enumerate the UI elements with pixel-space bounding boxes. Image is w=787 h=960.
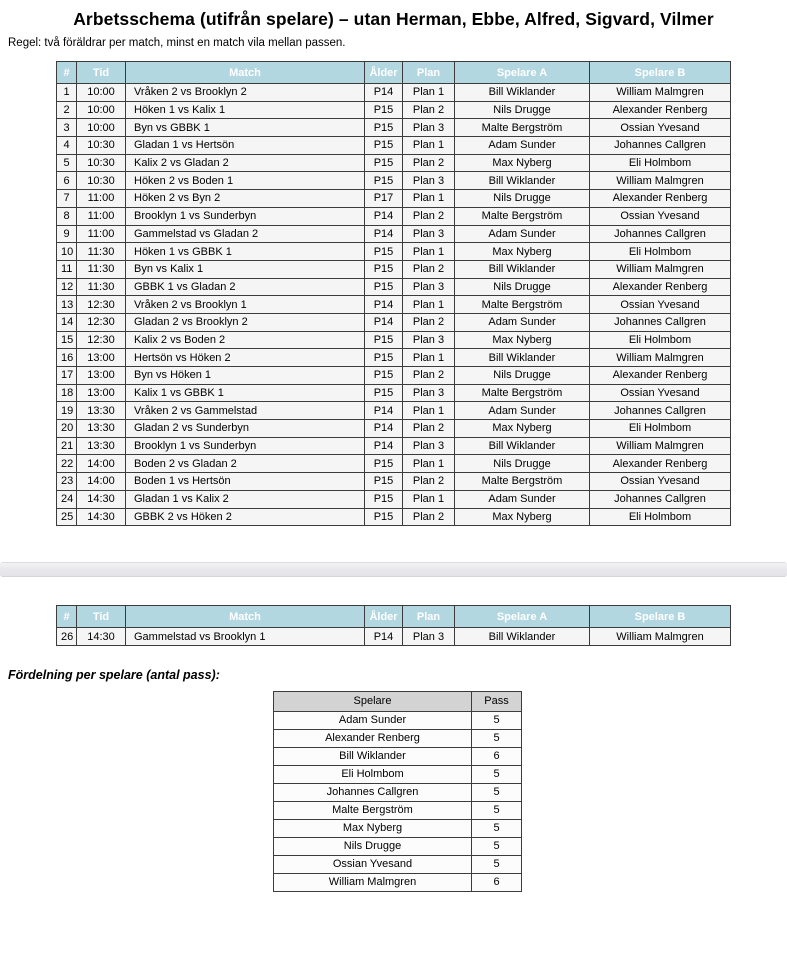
column-header: Match [126,606,365,628]
table-cell: 7 [57,190,77,208]
table-cell: Eli Holmbom [590,243,731,261]
table-cell: Eli Holmbom [590,154,731,172]
table-cell: 14:30 [77,490,126,508]
table-cell: 10 [57,243,77,261]
table-cell: 5 [472,765,522,783]
column-header: Match [126,62,365,84]
table-cell: 1 [57,84,77,102]
table-cell: Plan 2 [403,101,455,119]
table-cell: 10:00 [77,84,126,102]
table-cell: Plan 1 [403,84,455,102]
table-row [57,349,731,367]
table-cell: Plan 2 [403,154,455,172]
table-cell: P15 [365,367,403,385]
table-cell: Kalix 2 vs Boden 2 [126,331,365,349]
table-row [57,508,731,526]
table-row [57,207,731,225]
table-cell: Bill Wiklander [274,747,472,765]
table-cell: Plan 1 [403,490,455,508]
header-row [57,62,731,84]
table-cell: 12:30 [77,313,126,331]
table-cell: 2 [57,101,77,119]
table-cell: 5 [57,154,77,172]
table-cell: Plan 1 [403,243,455,261]
table-row [57,154,731,172]
table-row [274,729,522,747]
table-cell: Plan 1 [403,455,455,473]
page-break-separator [0,562,787,577]
table-row [57,278,731,296]
table-cell: 6 [472,747,522,765]
table-row [274,801,522,819]
table-cell: Alexander Renberg [590,190,731,208]
table-cell: P15 [365,455,403,473]
table-cell: Boden 2 vs Gladan 2 [126,455,365,473]
table-row [57,296,731,314]
table-cell: P17 [365,190,403,208]
table-row [57,119,731,137]
column-header: Spelare A [455,62,590,84]
table-cell: William Malmgren [590,349,731,367]
table-cell: Adam Sunder [455,225,590,243]
table-row [57,225,731,243]
column-header: Tid [77,62,126,84]
distribution-table-body [274,711,522,891]
table-row [57,331,731,349]
table-cell: 22 [57,455,77,473]
table-cell: P14 [365,437,403,455]
table-cell: Eli Holmbom [590,508,731,526]
table-cell: 13:00 [77,349,126,367]
schedule-table-continued [56,605,731,646]
table-cell: 5 [472,801,522,819]
table-cell: 21 [57,437,77,455]
table-cell: 11:00 [77,225,126,243]
table-cell: P15 [365,172,403,190]
table-cell: Höken 1 vs GBBK 1 [126,243,365,261]
table-cell: Gladan 1 vs Kalix 2 [126,490,365,508]
table-cell: Bill Wiklander [455,84,590,102]
table-cell: Gammelstad vs Brooklyn 1 [126,628,365,646]
table-cell: Ossian Yvesand [590,473,731,491]
table-cell: William Malmgren [274,873,472,891]
table-cell: Bill Wiklander [455,172,590,190]
table-cell: Gammelstad vs Gladan 2 [126,225,365,243]
table-cell: Ossian Yvesand [274,855,472,873]
table-cell: P14 [365,207,403,225]
table-cell: Ossian Yvesand [590,384,731,402]
table-cell: Plan 3 [403,278,455,296]
table-cell: Gladan 1 vs Hertsön [126,137,365,155]
table-cell: Gladan 2 vs Sunderbyn [126,420,365,438]
table-row [57,490,731,508]
distribution-heading: Fördelning per spelare (antal pass): [8,667,220,682]
table-row [57,172,731,190]
table-cell: Plan 3 [403,331,455,349]
table-cell: P14 [365,296,403,314]
table-cell: Max Nyberg [274,819,472,837]
table-cell: Ossian Yvesand [590,119,731,137]
table-cell: GBBK 2 vs Höken 2 [126,508,365,526]
column-header: # [57,62,77,84]
table-cell: William Malmgren [590,260,731,278]
table-cell: Malte Bergström [455,473,590,491]
table-cell: Hertsön vs Höken 2 [126,349,365,367]
table-cell: Plan 3 [403,437,455,455]
table-row [57,137,731,155]
table-cell: Nils Drugge [455,101,590,119]
table-cell: 6 [472,873,522,891]
table-cell: P15 [365,119,403,137]
column-header: Spelare [274,691,472,711]
table-row [57,313,731,331]
distribution-table [273,691,522,892]
table-cell: P15 [365,278,403,296]
table-row [57,455,731,473]
table-cell: Johannes Callgren [590,490,731,508]
column-header: Spelare A [455,606,590,628]
table-cell: 8 [57,207,77,225]
table-cell: Max Nyberg [455,331,590,349]
table-row [274,873,522,891]
table-cell: Adam Sunder [455,490,590,508]
table-cell: Johannes Callgren [590,137,731,155]
table-cell: Alexander Renberg [590,455,731,473]
table-row [57,628,731,646]
table-cell: Eli Holmbom [590,331,731,349]
table-cell: 5 [472,819,522,837]
table-cell: Johannes Callgren [590,225,731,243]
table-cell: 10:00 [77,119,126,137]
rule-text: Regel: två föräldrar per match, minst en match vila mellan passen. [8,37,346,49]
table-row [274,747,522,765]
column-header: Ålder [365,606,403,628]
column-header: Ålder [365,62,403,84]
table-cell: Höken 2 vs Boden 1 [126,172,365,190]
table-cell: P14 [365,402,403,420]
column-header: Pass [472,691,522,711]
table-cell: Bill Wiklander [455,349,590,367]
table-cell: 15 [57,331,77,349]
table-row [57,84,731,102]
table-cell: Malte Bergström [455,207,590,225]
table-cell: Plan 3 [403,119,455,137]
table-cell: Nils Drugge [274,837,472,855]
table-cell: 10:30 [77,154,126,172]
schedule-continued-header [57,606,731,628]
table-row [57,190,731,208]
table-cell: Adam Sunder [455,137,590,155]
column-header: Plan [403,606,455,628]
page-title: Arbetsschema (utifrån spelare) – utan Herman, Ebbe, Alfred, Sigvard, Vilmer [73,9,714,29]
table-cell: Plan 2 [403,367,455,385]
table-cell: Brooklyn 1 vs Sunderbyn [126,437,365,455]
table-cell: 25 [57,508,77,526]
table-cell: Nils Drugge [455,190,590,208]
distribution-table-header [274,691,522,711]
table-cell: Plan 1 [403,190,455,208]
table-cell: Eli Holmbom [590,420,731,438]
table-cell: Ossian Yvesand [590,207,731,225]
table-cell: Alexander Renberg [590,278,731,296]
table-row [57,420,731,438]
table-cell: P15 [365,260,403,278]
table-cell: Malte Bergström [274,801,472,819]
column-header: Plan [403,62,455,84]
header-row [57,606,731,628]
table-cell: Vråken 2 vs Brooklyn 1 [126,296,365,314]
table-cell: Adam Sunder [455,402,590,420]
table-cell: Plan 3 [403,628,455,646]
table-cell: Bill Wiklander [455,437,590,455]
table-cell: William Malmgren [590,84,731,102]
table-cell: P15 [365,137,403,155]
table-cell: Alexander Renberg [590,101,731,119]
table-row [57,384,731,402]
table-cell: 11:30 [77,243,126,261]
table-row [274,783,522,801]
table-cell: 26 [57,628,77,646]
table-cell: William Malmgren [590,172,731,190]
table-cell: Höken 2 vs Byn 2 [126,190,365,208]
table-cell: Adam Sunder [274,711,472,729]
table-cell: 17 [57,367,77,385]
column-header: Spelare B [590,606,731,628]
table-cell: 16 [57,349,77,367]
table-cell: P15 [365,508,403,526]
table-cell: Plan 3 [403,225,455,243]
table-cell: P14 [365,628,403,646]
table-cell: Vråken 2 vs Gammelstad [126,402,365,420]
table-cell: P15 [365,384,403,402]
table-cell: GBBK 1 vs Gladan 2 [126,278,365,296]
table-row [274,711,522,729]
table-cell: 10:30 [77,172,126,190]
table-cell: Adam Sunder [455,313,590,331]
table-cell: William Malmgren [590,628,731,646]
table-cell: 5 [472,837,522,855]
table-cell: Max Nyberg [455,420,590,438]
table-cell: P14 [365,84,403,102]
table-cell: 13:30 [77,437,126,455]
table-cell: Byn vs GBBK 1 [126,119,365,137]
table-cell: P15 [365,349,403,367]
table-cell: 11 [57,260,77,278]
table-cell: Ossian Yvesand [590,296,731,314]
table-cell: 11:30 [77,278,126,296]
table-row [57,243,731,261]
table-cell: P15 [365,154,403,172]
table-cell: 11:00 [77,190,126,208]
table-cell: P14 [365,420,403,438]
table-cell: 14:00 [77,473,126,491]
schedule-table [56,61,731,526]
table-cell: Plan 2 [403,207,455,225]
table-cell: Plan 2 [403,420,455,438]
table-cell: 5 [472,855,522,873]
table-cell: Plan 1 [403,349,455,367]
table-row [57,473,731,491]
table-row [274,855,522,873]
table-cell: P15 [365,473,403,491]
table-cell: 14:00 [77,455,126,473]
table-cell: P15 [365,101,403,119]
table-cell: Nils Drugge [455,455,590,473]
table-cell: Malte Bergström [455,384,590,402]
table-cell: Plan 2 [403,260,455,278]
table-cell: 14 [57,313,77,331]
table-cell: 18 [57,384,77,402]
table-cell: P15 [365,331,403,349]
table-cell: Vråken 2 vs Brooklyn 2 [126,84,365,102]
table-cell: 12:30 [77,296,126,314]
table-row [274,765,522,783]
table-cell: 10:00 [77,101,126,119]
table-row [57,101,731,119]
schedule-table-header [57,62,731,84]
table-cell: Plan 3 [403,172,455,190]
table-row [274,837,522,855]
table-cell: 12 [57,278,77,296]
table-cell: 10:30 [77,137,126,155]
table-cell: Plan 2 [403,313,455,331]
table-cell: P14 [365,313,403,331]
table-cell: 23 [57,473,77,491]
column-header: Spelare B [590,62,731,84]
table-row [57,437,731,455]
table-cell: 9 [57,225,77,243]
table-cell: Plan 1 [403,296,455,314]
table-cell: 13:30 [77,420,126,438]
table-cell: 3 [57,119,77,137]
table-cell: Malte Bergström [455,296,590,314]
column-header: # [57,606,77,628]
table-cell: Max Nyberg [455,508,590,526]
table-cell: Alexander Renberg [590,367,731,385]
table-cell: Byn vs Kalix 1 [126,260,365,278]
table-cell: Plan 1 [403,402,455,420]
table-cell: 4 [57,137,77,155]
table-cell: 5 [472,711,522,729]
table-cell: Bill Wiklander [455,628,590,646]
table-cell: Bill Wiklander [455,260,590,278]
schedule-continued-body [57,628,731,646]
table-cell: 13:00 [77,367,126,385]
table-cell: Johannes Callgren [590,402,731,420]
table-cell: Nils Drugge [455,367,590,385]
table-cell: 24 [57,490,77,508]
table-cell: Plan 1 [403,137,455,155]
table-cell: Höken 1 vs Kalix 1 [126,101,365,119]
table-cell: Johannes Callgren [590,313,731,331]
table-cell: Plan 2 [403,508,455,526]
table-cell: Nils Drugge [455,278,590,296]
table-cell: Max Nyberg [455,243,590,261]
table-cell: 11:30 [77,260,126,278]
table-row [57,367,731,385]
table-cell: Boden 1 vs Hertsön [126,473,365,491]
table-cell: 19 [57,402,77,420]
table-cell: 13 [57,296,77,314]
table-cell: 6 [57,172,77,190]
table-cell: William Malmgren [590,437,731,455]
table-cell: Malte Bergström [455,119,590,137]
table-cell: P15 [365,243,403,261]
table-cell: P14 [365,225,403,243]
table-cell: 14:30 [77,508,126,526]
table-cell: 5 [472,783,522,801]
table-cell: Max Nyberg [455,154,590,172]
table-cell: 12:30 [77,331,126,349]
table-cell: Byn vs Höken 1 [126,367,365,385]
table-cell: 13:30 [77,402,126,420]
table-cell: Plan 3 [403,384,455,402]
table-cell: 20 [57,420,77,438]
table-cell: Alexander Renberg [274,729,472,747]
table-cell: Brooklyn 1 vs Sunderbyn [126,207,365,225]
column-header: Tid [77,606,126,628]
table-cell: Plan 2 [403,473,455,491]
table-cell: P15 [365,490,403,508]
table-cell: Kalix 1 vs GBBK 1 [126,384,365,402]
table-cell: Gladan 2 vs Brooklyn 2 [126,313,365,331]
header-row [274,691,522,711]
table-cell: 5 [472,729,522,747]
table-row [57,402,731,420]
table-cell: Kalix 2 vs Gladan 2 [126,154,365,172]
table-row [57,260,731,278]
table-cell: 13:00 [77,384,126,402]
schedule-table-body [57,84,731,526]
table-cell: 14:30 [77,628,126,646]
table-cell: 11:00 [77,207,126,225]
table-cell: Johannes Callgren [274,783,472,801]
table-row [274,819,522,837]
table-cell: Eli Holmbom [274,765,472,783]
